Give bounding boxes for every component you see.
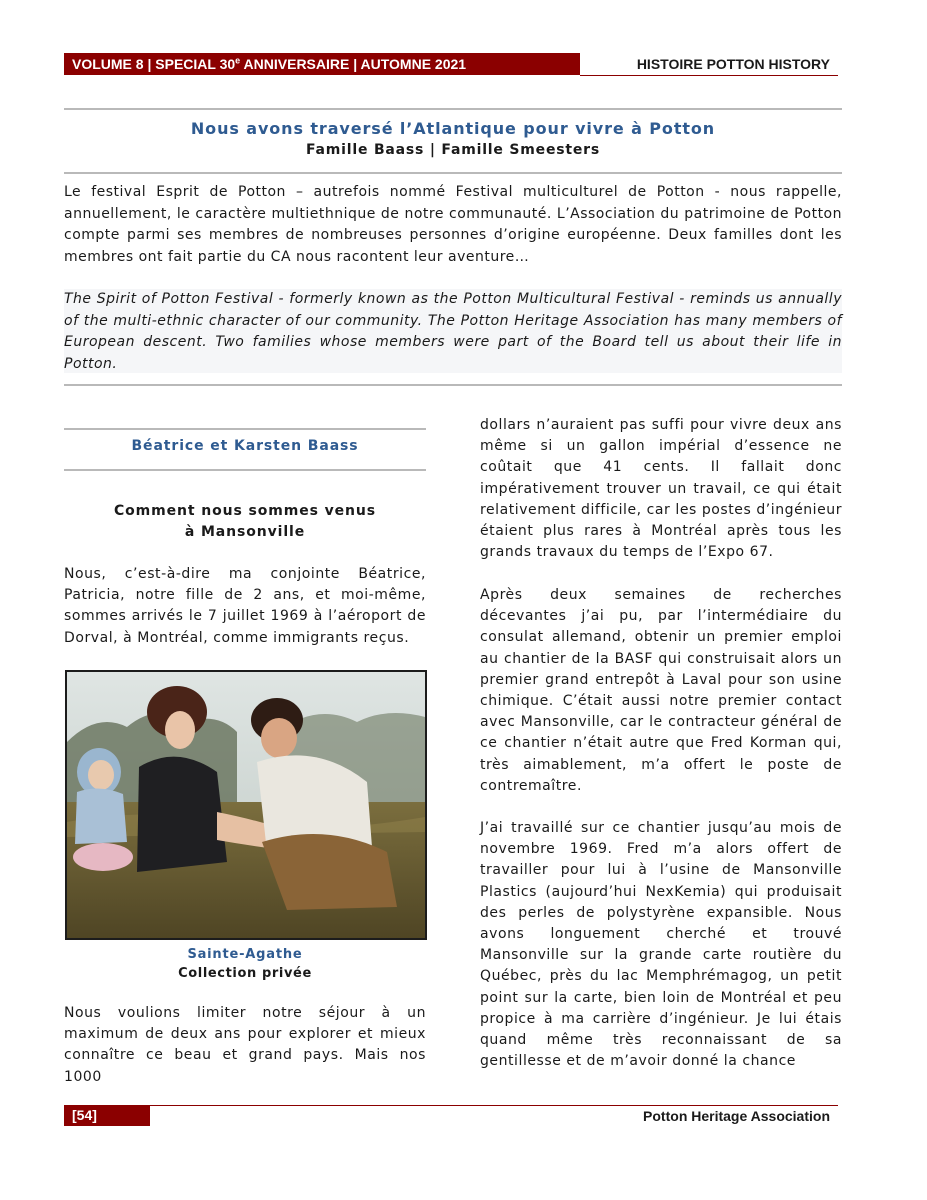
footer-organization: Potton Heritage Association xyxy=(643,1108,830,1124)
section-top-rule xyxy=(64,428,426,430)
right-paragraph-1: dollars n’auraient pas suffi pour vivre deux ans même si un gallon impérial d’essence ne coûtait que 41 cents. Il fallait donc impérativement trouver un travail, ce qui était relativement difficile, car les postes d’ingénieur étaient plus rares à Montréal après tous les grands travaux du temps de l’Expo 67. xyxy=(480,417,842,561)
title-bottom-rule xyxy=(64,172,842,174)
family-photo-illustration xyxy=(67,672,425,938)
intro-english: The Spirit of Potton Festival - formerly known as the Potton Multicultural Festival - reminds us annually of the multi-ethnic character of our community. The Potton Heritage Association has many members of European descent. Two families whose members were part of the Board tell us about their life in Potton. xyxy=(64,291,842,372)
section-subheading xyxy=(64,501,426,543)
left-paragraph-1: Nous, c’est-à-dire ma conjointe Béatrice, Patricia, notre fille de 2 ans, et moi-même, sommes arrivés le 7 juillet 1969 à l’aéroport de Dorval, à Montréal, comme immigrants reçus. xyxy=(64,566,426,646)
article-authors: Famille Baass | Famille Smeesters xyxy=(306,142,600,158)
page-number: [54] xyxy=(72,1107,97,1123)
subheading-line-1: Comment nous sommes venus xyxy=(113,503,377,519)
left-paragraph-2: Nous voulions limiter notre séjour à un maximum de deux ans pour explorer et mieux connaître ce beau et grand pays. Mais nos 1000 xyxy=(64,1005,426,1085)
article-title: Nous avons traversé l’Atlantique pour vivre à Potton xyxy=(190,119,716,138)
header-rule xyxy=(580,75,838,76)
title-top-rule xyxy=(64,108,842,110)
family-photo xyxy=(65,670,427,940)
right-paragraph-3: J’ai travaillé sur ce chantier jusqu’au mois de novembre 1969. Fred m’a alors offert de travailler pour lui à l’usine de Mansonville Plastics (aujourd’hui NexKemia) qui produisait des perles de polystyrène expansible. Nous avons longuement cherché et trouvé Mansonville sur la grande carte routière du Québec, près du lac Memphrémagog, un petit point sur la carte, bien loin de Montréal et peu propice à ma carrière d’ingénieur. Je lui étais quand même très reconnaissant de sa gentillesse et de m’avoir donné la chance xyxy=(480,820,842,1070)
right-paragraph-2: Après deux semaines de recherches décevantes j’ai pu, par l’intermédiaire du consulat allemand, obtenir un premier emploi au chantier de la BASF qui construisait alors un premier grand entrepôt à Laval pour son usine chimique. C’était aussi notre premier contact avec Mansonville, car le contracteur général de ce chantier n’était autre que Fred Korman qui, très aimablement, m’a offert le poste de contremaître. xyxy=(480,587,842,794)
photo-caption-credit: Collection privée xyxy=(178,966,312,981)
intro-bottom-rule xyxy=(64,384,842,386)
header-volume-issue: VOLUME 8 | SPECIAL 30e ANNIVERSAIRE | AUTOMNE 2021 xyxy=(72,55,467,72)
section-bottom-rule xyxy=(64,469,426,471)
header-publication-name: HISTOIRE POTTON HISTORY xyxy=(636,56,830,72)
subheading-line-2: à Mansonville xyxy=(184,524,306,540)
section-title: Béatrice et Karsten Baass xyxy=(131,438,359,454)
intro-french: Le festival Esprit de Potton – autrefois nommé Festival multiculturel de Potton - nous rappelle, annuellement, le caractère multiethnique de notre communauté. L’Association du patrimoine de Potton compte parmi ses membres de nombreuses personnes d’origine européenne. Deux familles dont les membres ont fait partie du CA nous racontent leur aventure… xyxy=(64,184,842,265)
photo-caption-place: Sainte-Agathe xyxy=(187,947,303,962)
